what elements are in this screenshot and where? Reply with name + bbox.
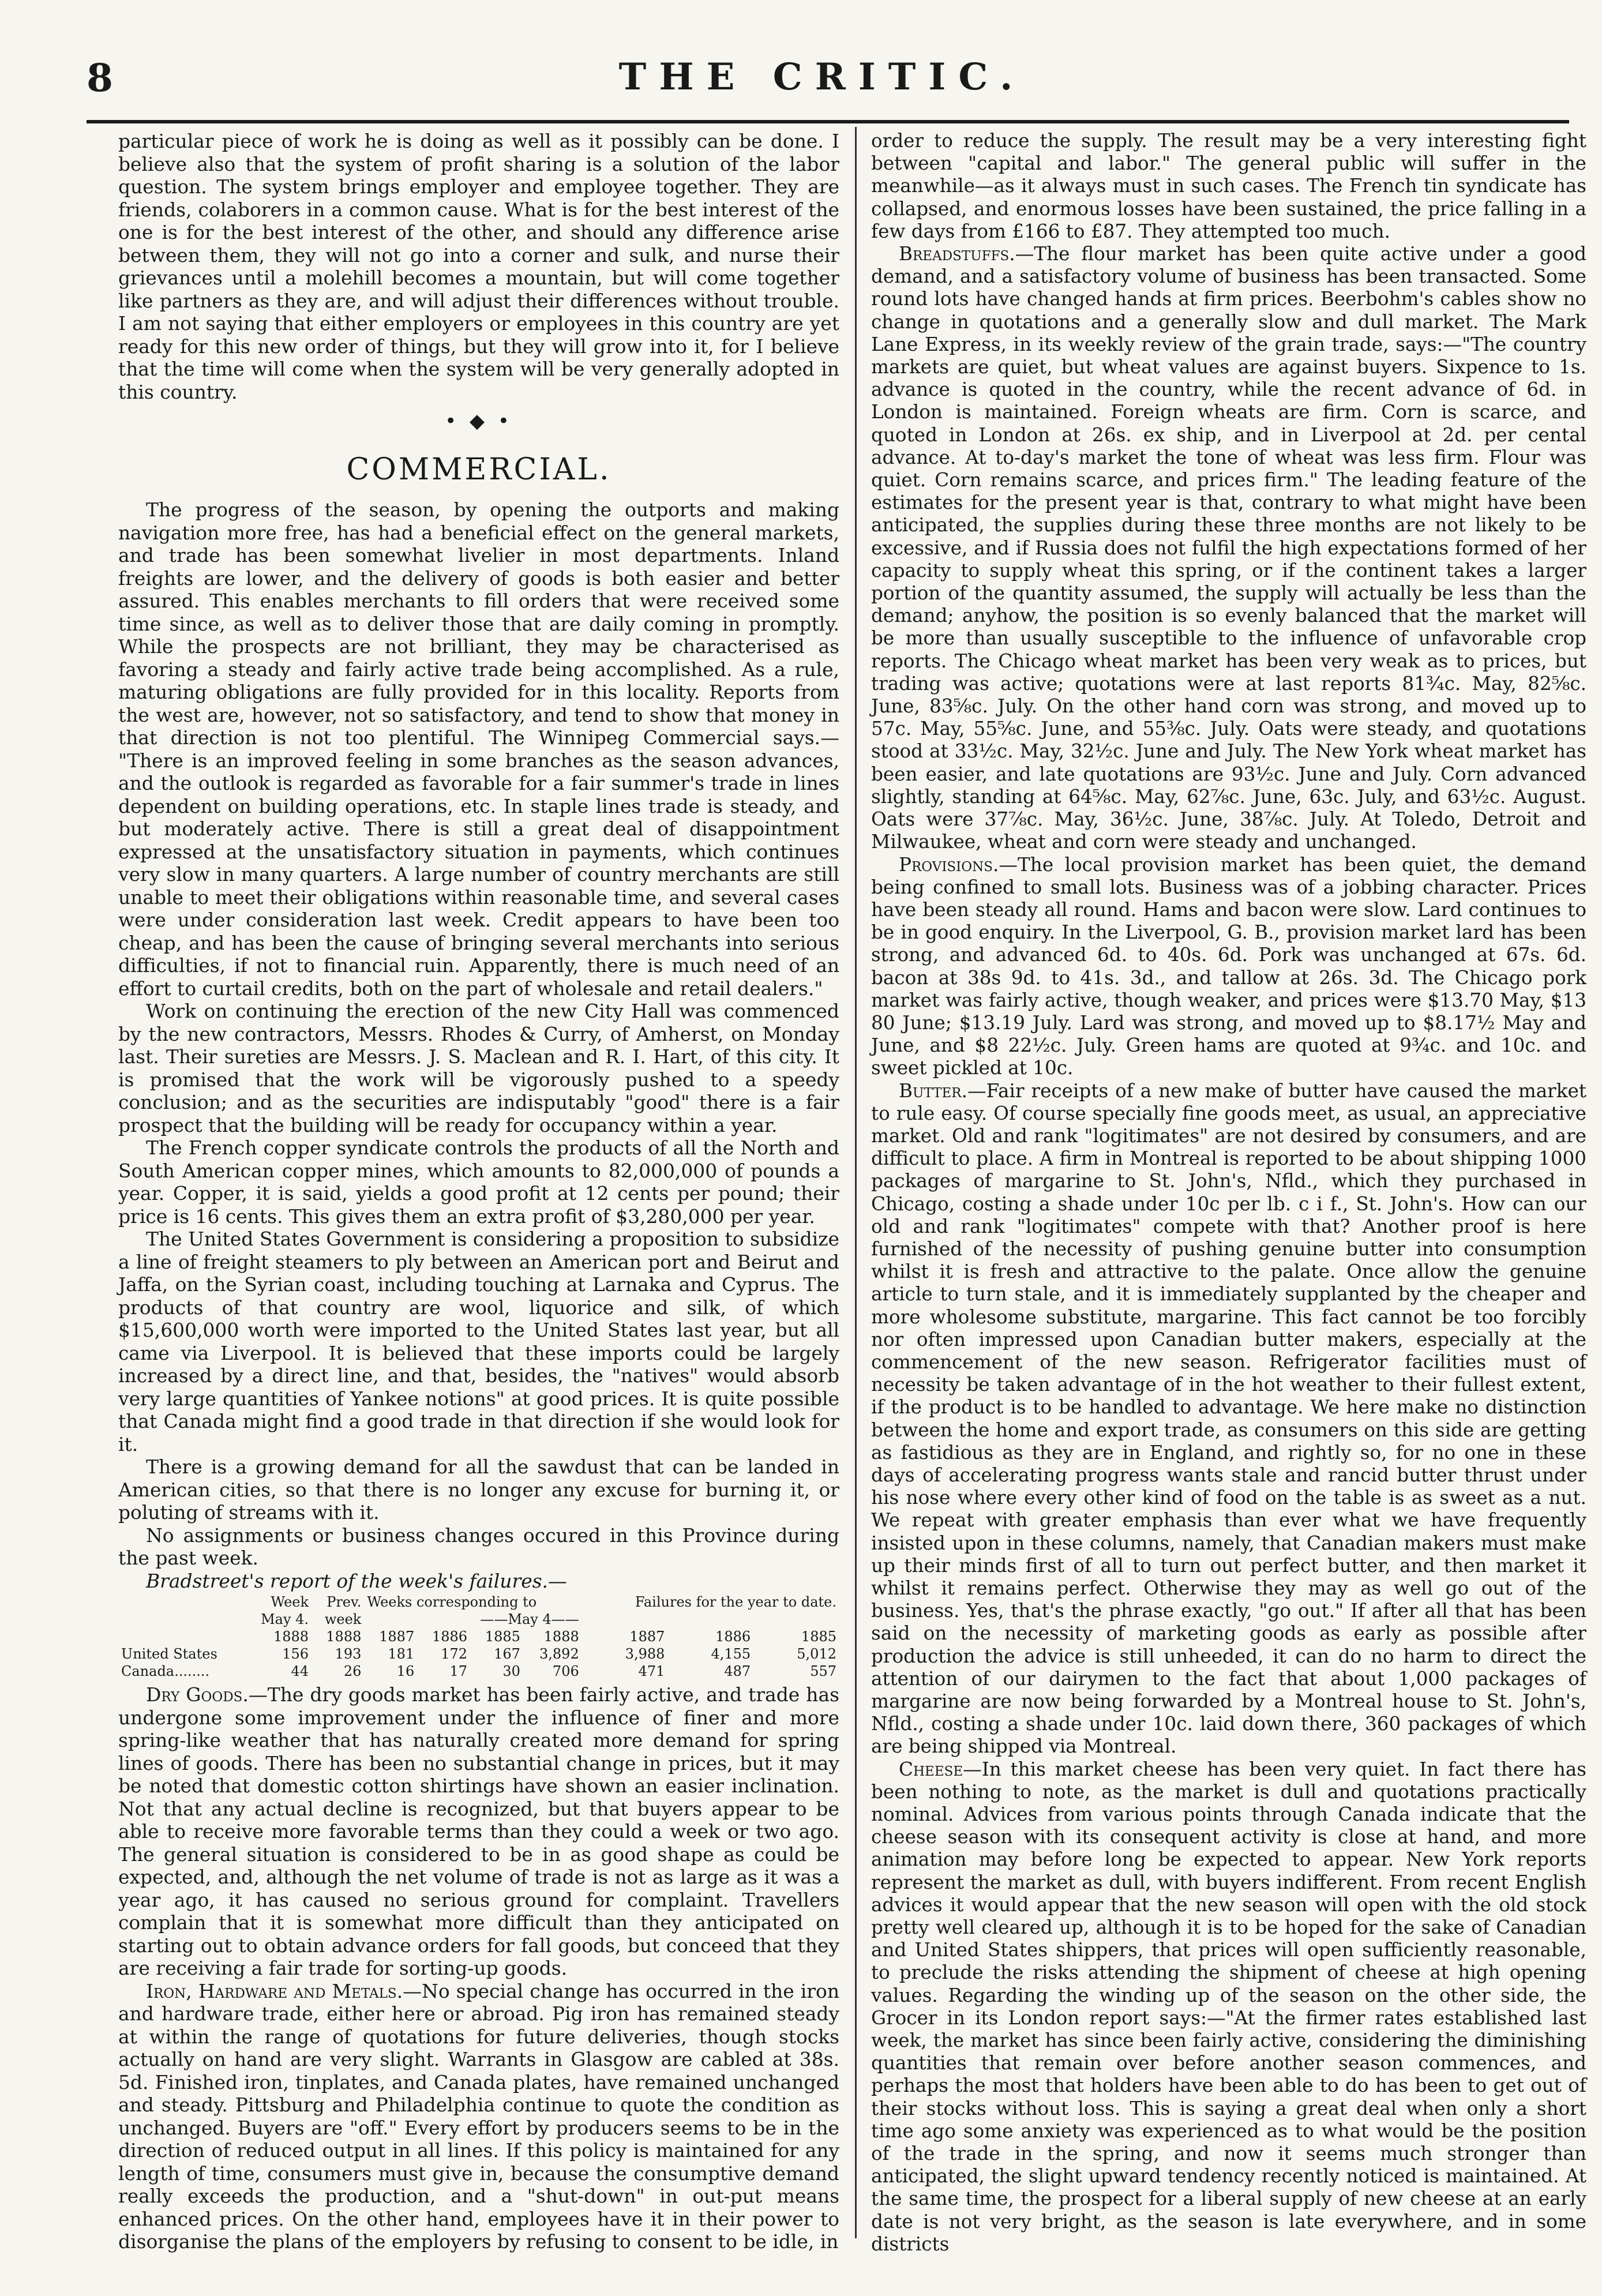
table-header-row: Week Prev. Weeks corresponding to Failures for the year to date. — [271, 1594, 836, 1610]
paragraph-city-hall: Work on continuing the erection of the new City Hall was commenced by the new contractors, Messrs. Rhodes & Curry, of Amherst, on Monday last. Their sureties are Messrs. J. S. Maclean and R. I. Hart, of this city. It is promised that the work will be vigorously pushed to a speedy conclusion; and as the securities are indisputably "good" there is a fair prospect that the building will be ready for occupancy within a year. — [118, 1000, 839, 1136]
failures-table — [118, 1593, 839, 1680]
table-row: Canada........ 44 26 16 17 30 706 471 487 557 — [121, 1663, 836, 1679]
section-ornament: • ◆ • — [445, 410, 513, 433]
paragraph-iron-hardware: Iron, Hardware and Metals.—No special change has occurred in the iron and hardware trade, either here or abroad. Pig iron has remained steady at within the range of quotations for future deliveries, though stocks actually on hand are very slight. Warrants in Glasgow are cabled at 38s. 5d. Finished iron, tinplates, and Canada plates, have remained unchanged and steady. Pittsburg and Philadelphia continue to quote the condition as unchanged. Buyers are "off." Every effort by producers seems to be in the direction of reduced output in all lines. If this policy is maintained for any length of time, consumers must give in, because the consumptive demand really exceeds the production, and a "shut-down" in out-put means enhanced prices. On the other hand, employees have it in their power to disorganise the plans of the employers by refusing to consent to be idle, in — [118, 1979, 839, 2253]
article-continuation: particular piece of work he is doing as well as it possibly can be done. I believe also that the system of profit sharing is a solution of the labor question. The system brings employer and employee together. They are friends, colaborers in a common cause. What is for the best interest of the one is for the best interest of the other, and should any difference arise between them, they will not go into a corner and sulk, and nurse their grievances until a molehill becomes a mountain, but will come together like partners as they are, and will adjust their differences without trouble. I am not saying that either employers or employees in this country are yet ready for this new order of things, but they will grow into it, for I believe that the time will come when the system will be very generally adopted in this country. — [118, 130, 839, 403]
paragraph-season-progress: The progress of the season, by opening the outports and making navigation more free, has had a beneficial effect on the general markets, and trade has been somewhat livelier in most departments. Inland freights are lower, and the delivery of goods is both easier and better assured. This enables merchants to fill orders that were received some time since, as well as to deliver those that are daily coming in promptly. While the prospects are not brilliant, they may be characterised as favoring a steady and fairly active trade being accomplished. As a rule, maturing obligations are fully provided for in this locality. Reports from the west are, however, not so satisfactory, and tend to show that money in that direction is not too plentiful. The Winnipeg Commercial says.— "There is an improved feeling in some branches as the season advances, and the outlook is regarded as favorable for a fair summer's trade in lines dependent on building operations, etc. In staple lines trade is steady, and but moderately active. There is still a great deal of disappointment expressed at the unsatisfactory situation in payments, which continues very slow in many quarters. A large number of country merchants are still unable to meet their obligations within reasonable time, and several cases were under consideration last week. Credit appears to have been too cheap, and has been the cause of bringing several merchants into serious difficulties, if not to financial ruin. Apparently, there is much need of an effort to curtail credits, both on the part of wholesale and retail dealers." — [118, 498, 839, 1000]
section-heading-commercial: COMMERCIAL. — [346, 452, 611, 487]
paragraph-assignments: No assignments or business changes occured in this Province during the past week. — [118, 1524, 839, 1569]
paragraph-steamers: The United States Government is considering a proposition to subsidize a line of freight steamers to ply between an American port and Beirut and Jaffa, on the Syrian coast, including touching at Larnaka and Cyprus. The products of that country are wool, liquorice and silk, of which $15,600,000 worth were imported to the United States last year, but all came via Liverpool. It is believed that these imports could be largely increased by a direct line, and that, besides, the "natives" would absorb very large quantities of Yankee notions" at good prices. It is quite possible that Canada might find a good trade in that direction if she would look for it. — [118, 1228, 839, 1455]
newspaper-title: THE CRITIC. — [618, 55, 1026, 99]
paragraph-continuation: order to reduce the supply. The result may be a very interesting fight between "capital and labor." The general public will suffer in the meanwhile—as it always must in such cases. The French tin syndicate has collapsed, and enormous losses have been sustained, the price falling in a few days from £166 to £87. They attempted too much. — [871, 130, 1586, 242]
page-number: 8 — [87, 55, 113, 100]
table-header-row: May 4. week ——May 4—— — [261, 1611, 579, 1627]
left-column — [118, 130, 839, 2253]
paragraph-sawdust: There is a growing demand for all the sawdust that can be landed in American cities, so that there is no longer any excuse for burning it, or poluting of streams with it. — [118, 1455, 839, 1524]
paragraph-cheese: Cheese—In this market cheese has been very quiet. In fact there has been nothing to note, as the market is dull and quotations practically nominal. Advices from various points through Canada indicate that the cheese season with its consequent activity is close at hand, and more animation may before long be expected to appear. New York reports represent the market as dull, with buyers indifferent. From recent English advices it would appear that the new season will open with the old stock pretty well cleared up, although it is to be hoped for the sake of Canadian and United States shippers, that prices will open sufficiently reasonable, to preclude the risks attending the shipment of cheese at high opening values. Regarding the winding up of the season on the other side, the Grocer in its London report says:—"At the firmer rates established last week, the market has since been fairly active, considering the diminishing quantities that remain over before another season commences, and perhaps the most that holders have been able to do has been to get out of their stocks without loss. This is saying a great deal when only a short time ago some anxiety was experienced as to what would be the position of the trade in the spring, and now it seems much stronger than anticipated, the slight upward tendency recently noticed is maintained. At the same time, the prospect for a liberal supply of new cheese at an early date is not very bright, as the season is late everywhere, and in some districts — [871, 1758, 1586, 2255]
right-column — [871, 130, 1586, 2256]
column-divider — [855, 127, 857, 2238]
paragraph-breadstuffs: Breadstuffs.—The flour market has been quite active under a good demand, and a satisfactory volume of business has been transacted. Some round lots have changed hands at firm prices. Beerbohm's cables show no change in quotations and a generally slow and dull market. The Mark Lane Express, in its weekly review of the grain trade, says:—"The country markets are quiet, but wheat values are against buyers. Sixpence to 1s. advance is quoted in the country, while the recent advance of 6d. in London is maintained. Foreign wheats are firm. Corn is scarce, and quoted in London at 26s. ex ship, and in Liverpool at 2d. per cental advance. At to-day's market the tone of wheat was less firm. Flour was quiet. Corn remains scarce, and prices firm." The leading feature of the estimates for the present year is that, contrary to what might have been anticipated, the supplies during these three months are not likely to be excessive, and if Russia does not fulfil the high expectations formed of her capacity to supply wheat this spring, or if the continent takes a larger portion of the quantity assumed, the supply will actually be less than the demand; anyhow, the position is so evenly balanced that the market will be more than usually susceptible to the influence of unfavorable crop reports. The Chicago wheat market has been very weak as to prices, but trading was active; quotations were at last reports 81¾c. May, 82⅝c. June, 83⅝c. July. On the other hand corn was strong, and moved up to 57c. May, 55⅝c. June, and 55⅜c. July. Oats were steady, and quotations stood at 33½c. May, 32½c. June and July. The New York wheat market has been easier, and late quotations are 93½c. June and July. Corn advanced slightly, standing at 64⅝c. May, 62⅞c. June, 63c. July, and 63½c. August. Oats were 37⅞c. May, 36½c. June, 38⅞c. July. At Toledo, Detroit and Milwaukee, wheat and corn were steady and unchanged. — [871, 243, 1586, 853]
page-header — [87, 55, 1558, 119]
paragraph-copper-syndicate: The French copper syndicate controls the products of all the North and South American copper mines, which amounts to 82,000,000 of pounds a year. Copper, it is said, yields a good profit at 12 cents per pound; their price is 16 cents. This gives them an extra profit of $3,280,000 per year. — [118, 1136, 839, 1228]
table-year-row: 1888 1888 1887 1886 1885 1888 1887 1886 1885 — [273, 1629, 836, 1645]
table-row: United States 156 193 181 172 167 3,892 3,988 4,155 5,012 — [121, 1646, 836, 1662]
paragraph-provisions: Provisions.—The local provision market has been quiet, the demand being confined to small lots. Business was of a jobbing character. Prices have been steady all round. Hams and bacon were slow. Lard continues to be in good enquiry. In the Liverpool, G. B., provision market lard has been strong, and advanced 6d. to 40s. 6d. Pork was unchanged at 67s. 6d. bacon at 38s 9d. to 41s. 3d., and tallow at 26s. 3d. The Chicago pork market was fairly active, though weaker, and prices were $13.70 May, $13 80 June; $13.19 July. Lard was strong, and moved up to $8.17½ May and June, and $8 22½c. July. Green hams are quoted at 9¾c. and 10c. and sweet pickled at 10c. — [871, 853, 1586, 1079]
paragraph-bradstreet: Bradstreet's report of the week's failures.— — [146, 1569, 567, 1592]
paragraph-butter: Butter.—Fair receipts of a new make of butter have caused the market to rule easy. Of course specially fine goods meet, as usual, an appreciative market. Old and rank "logitimates" are not desired by consumers, and are difficult to place. A firm in Montreal is reported to be about shipping 1000 packages of margarine to St. John's, Nfld., which they purchased in Chicago, costing a shade under 10c per lb. c i f., St. John's. How can our old and rank "logitimates" compete with that? Another proof is here furnished of the necessity of pushing genuine butter into consumption whilst it is fresh and attractive to the palate. Once allow the genuine article to turn stale, and it is immediately supplanted by the cheaper and more wholesome substitute, margarine. This fact cannot be too forcibly nor often impressed upon Canadian butter makers, especially at the commencement of the new season. Refrigerator facilities must of necessity be taken advantage of in the hot weather to their fullest extent, if the product is to be handled to advantage. We here make no distinction between the home and export trade, as consumers on this side are getting as fastidious as they are in England, and rightly so, for no one in these days of accelerating progress wants stale and rancid butter thrust under his nose where every other kind of food on the table is as sweet as a nut. We repeat with greater emphasis than ever what we have frequently insisted upon in these columns, namely, that Canadian makers must make up their minds first of all to turn out perfect butter, and then market it whilst it remains perfect. Otherwise they may as well go out of the business. Yes, that's the phrase exactly, "go out." If after all that has been said on the necessity of marketing goods as early as possible after production the advice is still unheeded, it can do no harm to direct the attention of our dairymen to the fact that about 1,000 packages of margarine are now being forwarded by a Montreal house to St. John's, Nfld., costing a shade under 10c. laid down there, 360 packages of which are being shipped via Montreal. — [871, 1079, 1586, 1758]
paragraph-dry-goods: Dry Goods.—The dry goods market has been fairly active, and trade has undergone some improvement under the influence of finer and more spring-like weather that has naturally created more demand for spring lines of goods. There has been no substantial change in prices, but it may be noted that domestic cotton shirtings have shown an easier inclination. Not that any actual decline is recognized, but that buyers appear to be able to receive more favorable terms than they could a week or two ago. The general situation is considered to be in as good shape as could be expected, and, although the net volume of trade is not as large as it was a year ago, it has caused no serious ground for complaint. Travellers complain that it is somewhat more difficult than they anticipated on starting out to obtain advance orders for fall goods, but conceed that they are receiving a fair trade for sorting-up goods. — [118, 1683, 839, 1979]
header-rule — [87, 120, 1569, 123]
